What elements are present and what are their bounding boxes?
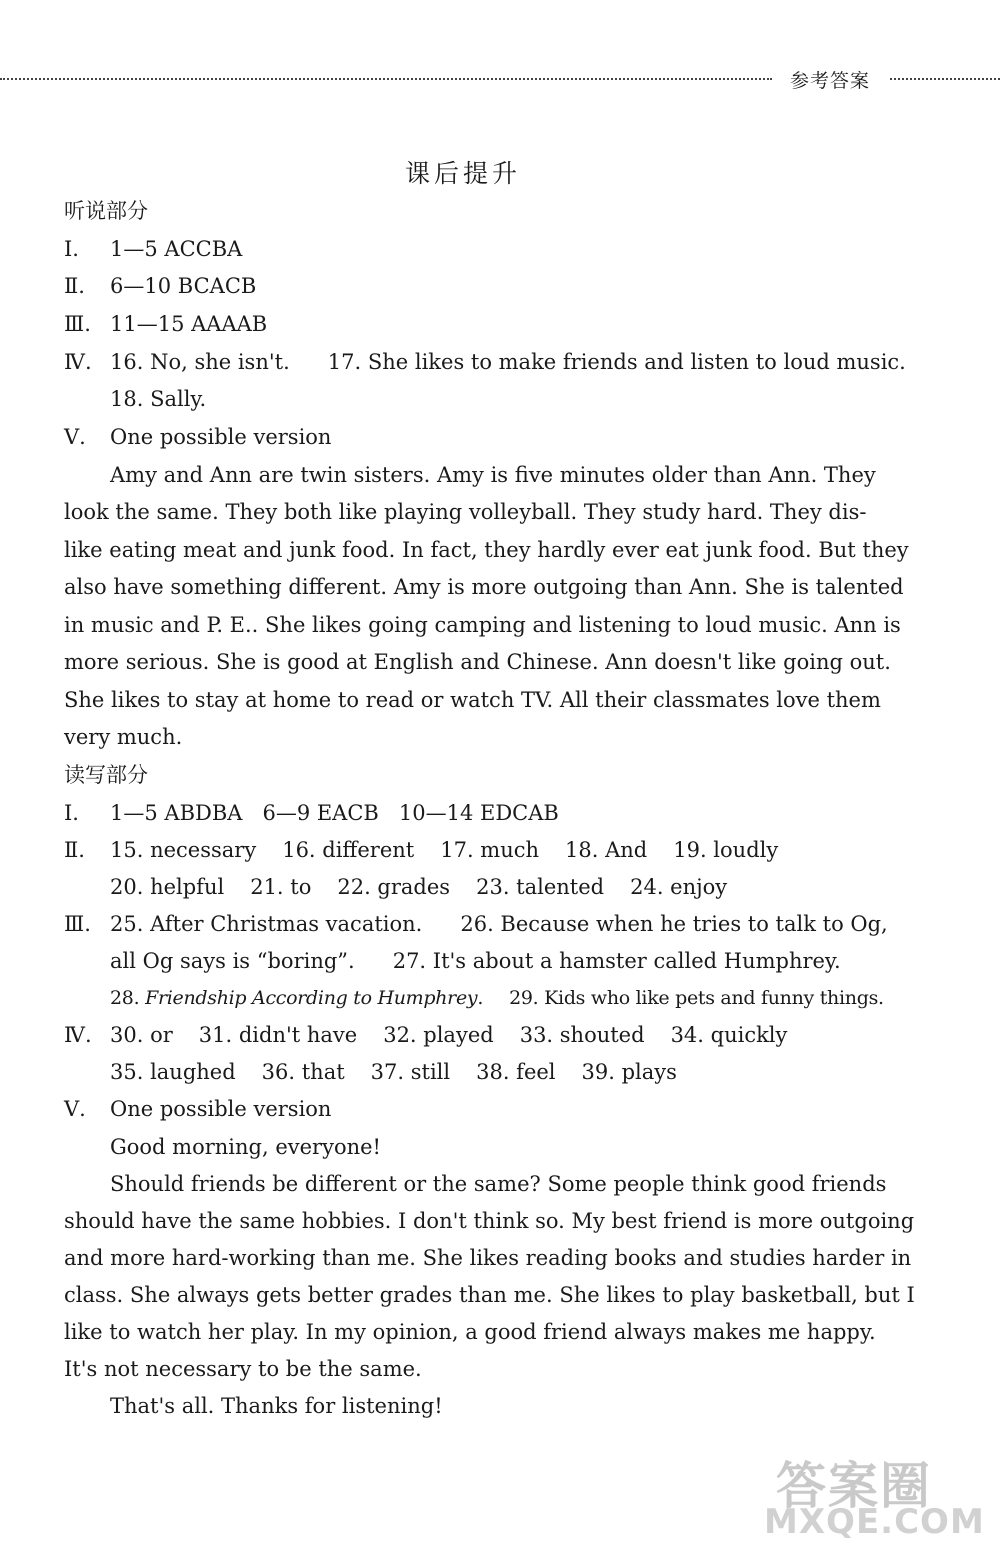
answer-line xyxy=(110,1059,677,1085)
essay-line: like to watch her play. In my opinion, a good friend always makes me happy. xyxy=(64,1320,876,1344)
essay-line: should have the same hobbies. I don't think so. My best friend is more outgoing xyxy=(64,1209,915,1233)
answer-item: 20. helpful xyxy=(110,875,225,899)
speech-greeting: Good morning, everyone! xyxy=(110,1135,381,1159)
roman-numeral: Ⅴ. xyxy=(64,425,86,449)
answer-line xyxy=(110,985,884,1011)
essay-line: in music and P. E.. She likes going camping and listening to loud music. Ann is xyxy=(64,613,901,637)
answer-item: 16. different xyxy=(282,838,415,862)
roman-numeral: Ⅰ. xyxy=(64,237,79,261)
answer-line xyxy=(110,911,888,937)
section-heading-reading: 读写部分 xyxy=(64,763,148,787)
answer-text: 1—5 ABDBA 6—9 EACB 10—14 EDCAB xyxy=(110,801,559,825)
answer-17: 17. She likes to make friends and listen to loud music. xyxy=(327,350,906,374)
answer-text: 1—5 ACCBA xyxy=(110,237,243,261)
roman-numeral: Ⅳ. xyxy=(64,1023,92,1047)
answer-item: 33. shouted xyxy=(519,1023,645,1047)
roman-numeral: Ⅰ. xyxy=(64,801,79,825)
essay-line: Should friends be different or the same? Some people think good friends xyxy=(110,1172,887,1196)
answer-item: 38. feel xyxy=(476,1060,556,1084)
version-label: One possible version xyxy=(110,425,332,449)
answer-text: 11—15 AAAAB xyxy=(110,312,268,336)
essay-line: also have something different. Amy is more outgoing than Ann. She is talented xyxy=(64,575,904,599)
answer-item: 34. quickly xyxy=(670,1023,788,1047)
answer-line xyxy=(110,874,727,900)
essay-line: Amy and Ann are twin sisters. Amy is five minutes older than Ann. They xyxy=(110,463,876,487)
section-heading-listening: 听说部分 xyxy=(64,199,148,223)
answer-28-num: 28. xyxy=(110,987,140,1009)
answer-29: 29. Kids who like pets and funny things. xyxy=(509,987,884,1009)
header-rule-right xyxy=(890,78,1000,80)
roman-numeral: Ⅲ. xyxy=(64,912,91,936)
answer-item: 19. loudly xyxy=(673,838,779,862)
header-rule-left xyxy=(0,78,772,80)
watermark-logo-mark: 答案圈 xyxy=(776,1456,932,1515)
essay-line: more serious. She is good at English and Chinese. Ann doesn't like going out. xyxy=(64,650,891,674)
answer-item: 23. talented xyxy=(476,875,605,899)
answer-text: 6—10 BCACB xyxy=(110,274,257,298)
answer-item: 36. that xyxy=(261,1060,345,1084)
answer-item: 24. enjoy xyxy=(630,875,728,899)
answer-item: 39. plays xyxy=(581,1060,677,1084)
page-title: 课后提升 xyxy=(404,159,521,188)
answer-26-cont: all Og says is “boring”. xyxy=(110,949,355,973)
answer-line xyxy=(110,837,778,863)
answer-item: 32. played xyxy=(383,1023,494,1047)
version-label: One possible version xyxy=(110,1097,332,1121)
answer-item: 35. laughed xyxy=(110,1060,236,1084)
answer-item: 15. necessary xyxy=(110,838,257,862)
roman-numeral: Ⅱ. xyxy=(64,838,85,862)
watermark-logo xyxy=(760,1440,1000,1544)
essay-line: like eating meat and junk food. In fact, they hardly ever eat junk food. But they xyxy=(64,538,909,562)
header-label: 参考答案 xyxy=(790,70,871,92)
answer-item: 17. much xyxy=(440,838,540,862)
answer-item: 30. or xyxy=(110,1023,173,1047)
roman-numeral: Ⅳ. xyxy=(64,350,92,374)
watermark-url: MXQE.COM xyxy=(764,1502,985,1542)
roman-numeral: Ⅲ. xyxy=(64,312,91,336)
answer-27: 27. It's about a hamster called Humphrey. xyxy=(392,949,841,973)
essay-line: It's not necessary to be the same. xyxy=(64,1357,422,1381)
answer-item: 31. didn't have xyxy=(198,1023,358,1047)
roman-numeral: Ⅱ. xyxy=(64,274,85,298)
answer-line xyxy=(110,349,906,375)
answer-item: 22. grades xyxy=(337,875,451,899)
roman-numeral: Ⅴ. xyxy=(64,1097,86,1121)
answer-line xyxy=(110,1022,787,1048)
answer-item: 21. to xyxy=(250,875,312,899)
answer-25: 25. After Christmas vacation. xyxy=(110,912,423,936)
essay-line: look the same. They both like playing volleyball. They study hard. They dis- xyxy=(64,500,867,524)
essay-line: very much. xyxy=(64,725,183,749)
answer-28-end: . xyxy=(477,987,484,1009)
essay-line: She likes to stay at home to read or watch TV. All their classmates love them xyxy=(64,688,881,712)
answer-16: 16. No, she isn't. xyxy=(110,350,290,374)
book-title: Friendship According to Humphrey xyxy=(145,987,478,1009)
answer-line xyxy=(110,948,841,974)
essay-line: and more hard-working than me. She likes reading books and studies harder in xyxy=(64,1246,912,1270)
speech-closing: That's all. Thanks for listening! xyxy=(110,1394,443,1418)
answer-item: 18. And xyxy=(565,838,648,862)
essay-line: class. She always gets better grades than me. She likes to play basketball, but I xyxy=(64,1283,915,1307)
answer-26: 26. Because when he tries to talk to Og, xyxy=(460,912,888,936)
answer-18: 18. Sally. xyxy=(110,387,207,411)
answer-item: 37. still xyxy=(370,1060,451,1084)
